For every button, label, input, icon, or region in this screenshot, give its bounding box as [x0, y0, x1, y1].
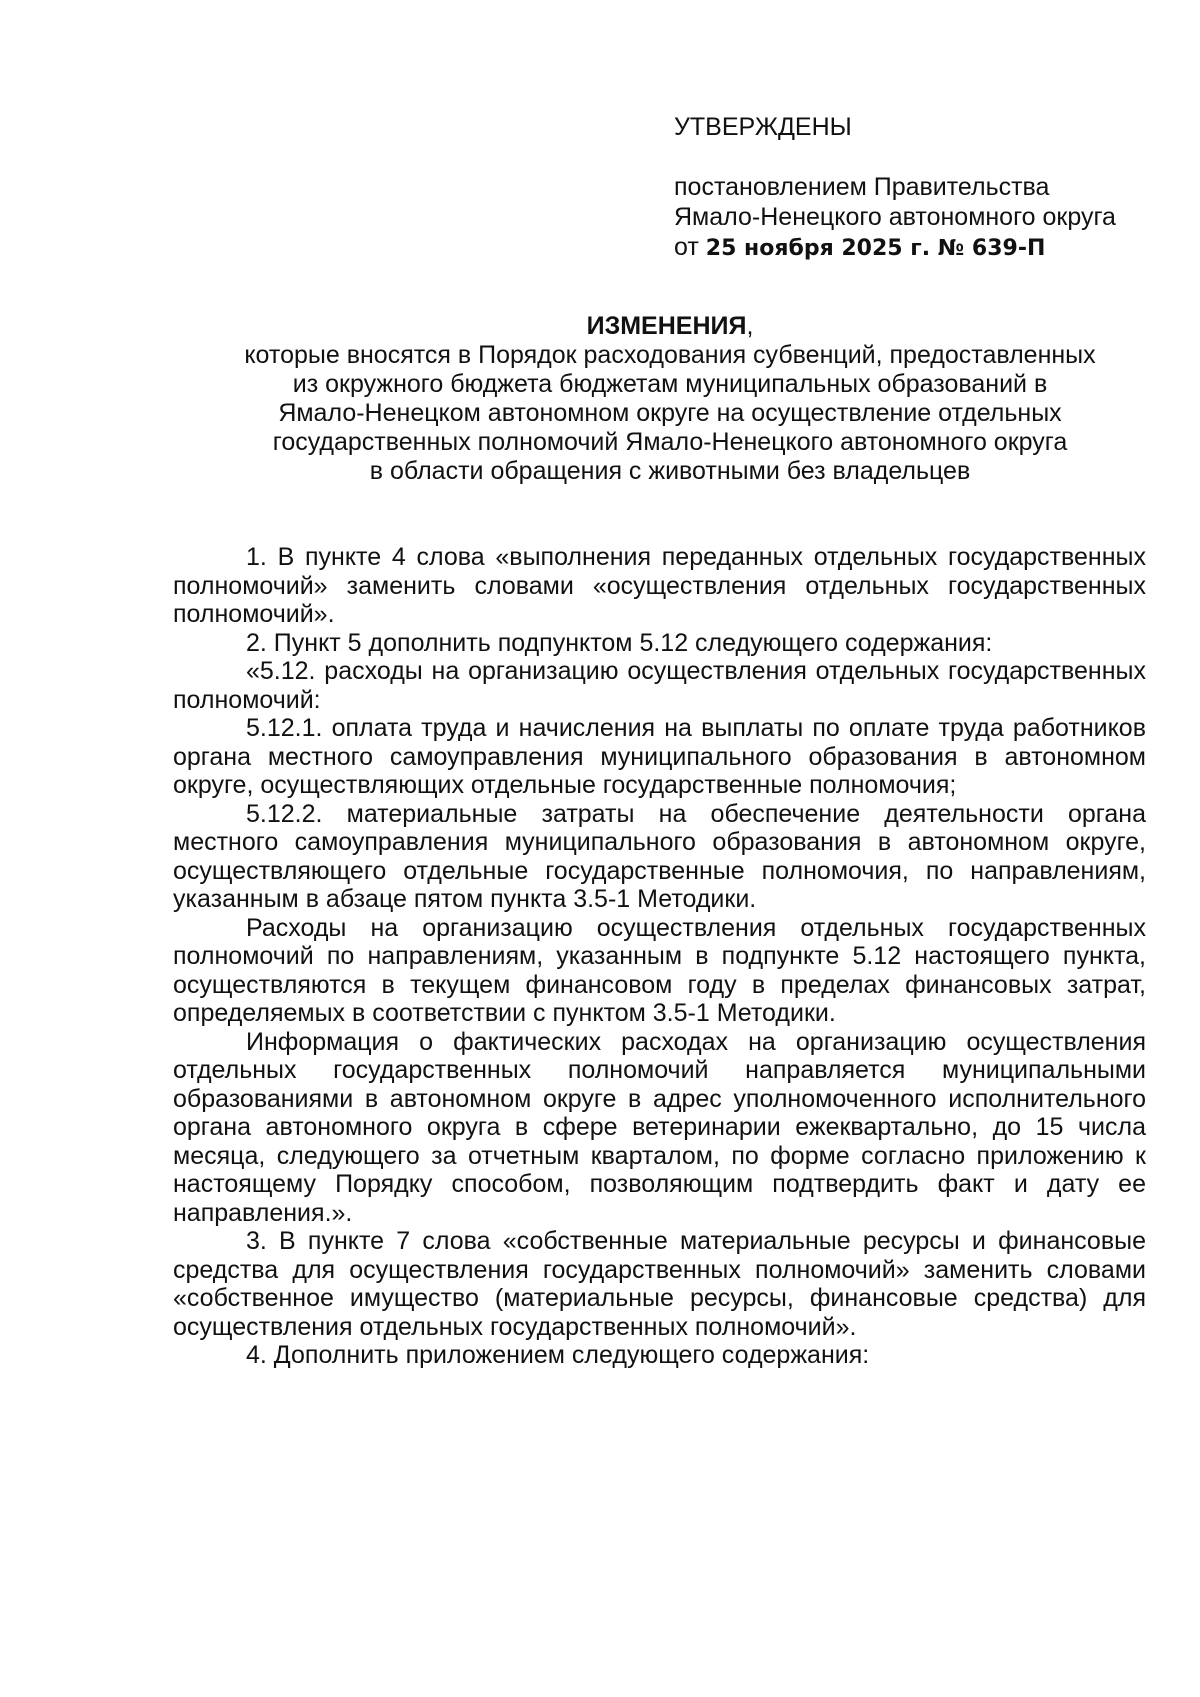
paragraph-expenses: Расходы на организацию осуществления отдельных государственных полномочий по направлениям, указанным в подпункте 5.12 настоящего пункта, осуществляются в текущем финансовом году в пределах финансовых затрат, определяемых в соответствии с пунктом 3.5-1 Методики. [173, 913, 1146, 1027]
paragraph-item-1: 1. В пункте 4 слова «выполнения переданных отдельных государственных полномочий» заменить словами «осуществления отдельных государственных полномочий». [173, 543, 1146, 628]
heading-line-4: государственных полномочий Ямало-Ненецкого автономного округа [272, 428, 1068, 456]
heading-title: ИЗМЕНЕНИЯ [586, 312, 747, 340]
heading-line-1: которые вносятся в Порядок расходования субвенций, предоставленных [244, 341, 1096, 369]
heading-title-suffix: , [746, 312, 754, 340]
paragraph-subitem-5-12: «5.12. расходы на организацию осуществления отдельных государственных полномочий: [173, 657, 1146, 714]
heading-line-5: в области обращения с животными без владельцев [369, 457, 971, 485]
approval-line-1: постановлением Правительства [674, 173, 1050, 201]
approval-date-value: 25 ноября 2025 г. № 639-П [705, 236, 1046, 261]
heading-title-line [150, 312, 1190, 341]
paragraph-subitem-5-12-2: 5.12.2. материальные затраты на обеспечение деятельности органа местного самоуправления муниципального образования в автономном округе, осуществляющего отдельные государственные полномочия, по направлениям, указанным в абзаце пятом пункта 3.5-1 Методики. [173, 799, 1146, 913]
paragraph-item-4: 4. Дополнить приложением следующего содержания: [246, 1341, 870, 1369]
paragraph-subitem-5-12-1: 5.12.1. оплата труда и начисления на выплаты по оплате труда работников органа местного самоуправления муниципального образования в автономном округе, осуществляющих отдельные государственные полномочия; [173, 714, 1146, 799]
paragraph-item-2: 2. Пункт 5 дополнить подпунктом 5.12 следующего содержания: [246, 628, 993, 657]
heading-line-2: из окружного бюджета бюджетам муниципальных образований в [292, 370, 1048, 398]
approval-block [674, 112, 1174, 264]
paragraph-item-3: 3. В пункте 7 слова «собственные материальные ресурсы и финансовые средства для осуществления государственных полномочий» заменить словами «собственное имущество (материальные ресурсы, финансовые средства) для осуществления отдельных государственных полномочий». [173, 1227, 1146, 1341]
heading-line-3: Ямало-Ненецком автономном округе на осуществление отдельных [278, 399, 1062, 427]
approval-line-2: Ямало-Ненецкого автономного округа [674, 203, 1116, 231]
document-heading [150, 312, 1190, 486]
paragraph-information: Информация о фактических расходах на организацию осуществления отдельных государственных полномочий направляется муниципальными образованиями в автономном округе в адрес уполномоченного исполнительного органа автономного округа в сфере ветеринарии ежеквартально, до 15 числа месяца, следующего за отчетным кварталом, по форме согласно приложению к настоящему Порядку способом, позволяющим подтвердить факт и дату ее направления.». [173, 1027, 1146, 1227]
document-body [173, 543, 1146, 1370]
approval-date-prefix: от [674, 233, 706, 261]
approval-title: УТВЕРЖДЕНЫ [674, 113, 852, 141]
approval-date-line [674, 232, 1174, 264]
